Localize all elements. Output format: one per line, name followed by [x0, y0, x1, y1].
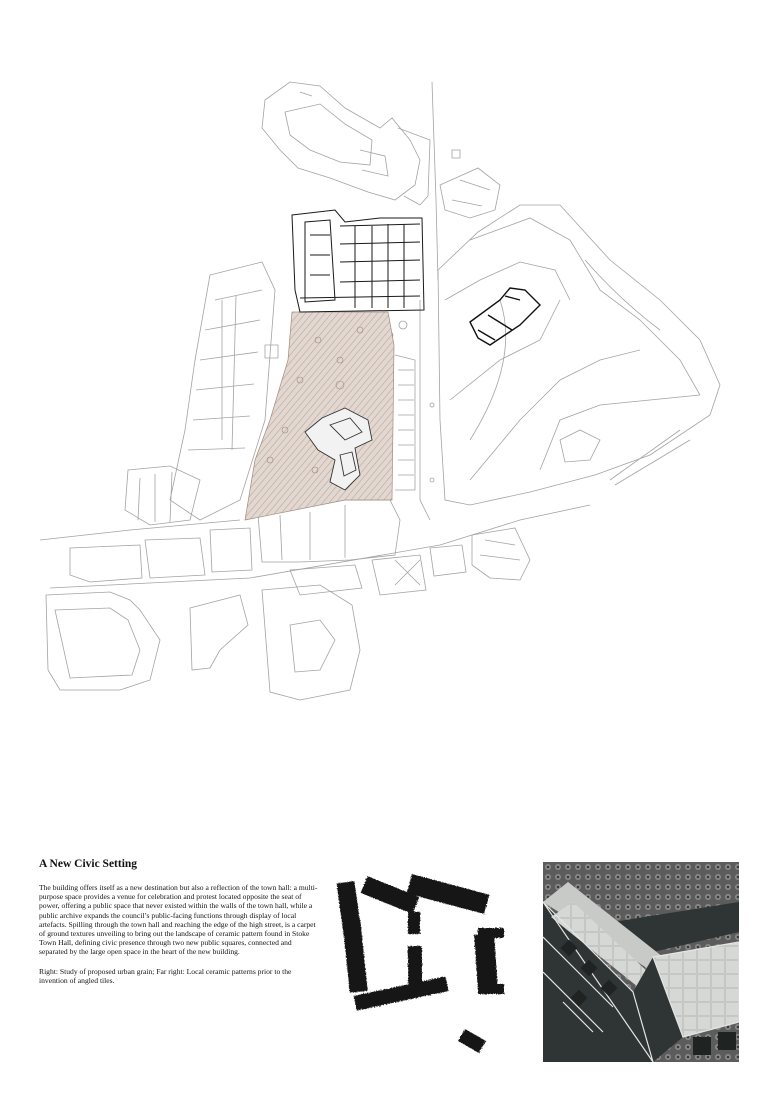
section-body: The building offers itself as a new destination but also a reflection of the town hall: a multi-purpose space provides a venue for celebration and protest located opposite the seat of power, offering a public space that never existed within the walls of the town hall, while a public archive expands the council’s public-facing functions through display of local artefacts. Spilling through the town hall and reaching the edge of the high street, is a carpet of ground textures unveiling to bring out the landscape of ceramic pattern found in Stoke Town Hall, defining civic presence through two new public squares, connected and separated by the large open space in the heart of the new building. [39, 883, 318, 957]
ceramic-tile-photo [543, 862, 739, 1062]
figure-caption: Right: Study of proposed urban grain; Far right: Local ceramic patterns prior to the invention of angled tiles. [39, 966, 292, 985]
section-title: A New Civic Setting [39, 858, 138, 870]
plan-park [438, 205, 720, 505]
text-section [39, 858, 321, 995]
ink-grain-study [330, 872, 526, 1067]
plan-hatched-square [245, 312, 394, 520]
plan-building-top [262, 82, 420, 200]
